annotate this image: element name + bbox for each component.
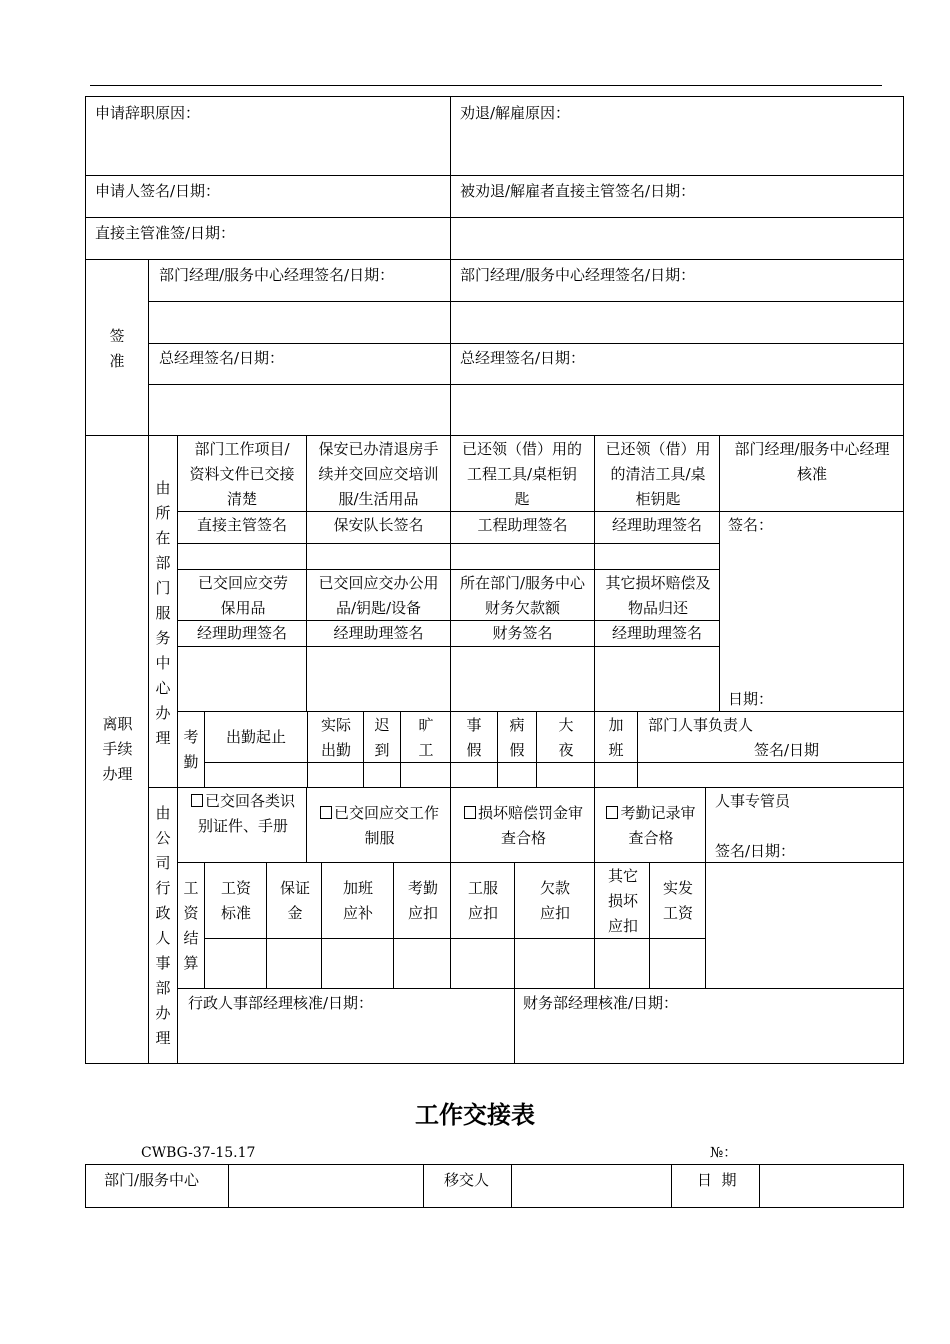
dept-mgr-approve-text: 部门经理/服务中心经理核准 bbox=[734, 440, 890, 483]
salary-value-5[interactable] bbox=[450, 938, 515, 989]
dept-mgr-date-label: 日期： bbox=[728, 690, 774, 708]
attendance-start-end-text: 出勤起止 bbox=[225, 728, 286, 746]
dept-mgr-approve-cell bbox=[719, 435, 904, 512]
check-id-docs-text bbox=[188, 789, 298, 839]
gm-left-cell bbox=[148, 343, 451, 385]
dept-mgr-left-label: 部门经理/服务中心经理签名/日期： bbox=[159, 266, 395, 284]
attendance-blank-9[interactable] bbox=[637, 762, 904, 788]
dept-process-label-cell bbox=[148, 435, 178, 788]
handover-date-label-cell bbox=[671, 1164, 760, 1208]
row1-sign-blank-1[interactable] bbox=[177, 543, 307, 570]
mgr-assistant-sign-text: 经理助理签名 bbox=[611, 516, 702, 534]
salary-value-4[interactable] bbox=[393, 938, 451, 989]
late-text: 迟到 bbox=[374, 716, 390, 759]
damage-compensation-text: 其它损坏赔偿及物品归还 bbox=[605, 574, 711, 617]
security-checkout-text: 保安已办清退房手续并交回应交培训服/生活用品 bbox=[318, 440, 439, 508]
labor-supplies-text: 已交回应交劳保用品 bbox=[198, 574, 289, 617]
other-damage-deduct-text: 其它损坏应扣 bbox=[607, 867, 638, 935]
dept-mgr-left-cell bbox=[148, 259, 451, 302]
gm-right-label: 总经理签名/日期： bbox=[460, 349, 586, 367]
form-code: CWBG-37-15.17 bbox=[141, 1145, 256, 1161]
dept-mgr-sign-area[interactable] bbox=[719, 511, 904, 712]
row2-sign-text-4: 经理助理签名 bbox=[611, 624, 702, 642]
attendance-blank-7[interactable] bbox=[536, 762, 595, 788]
row2-sign-label-3 bbox=[450, 620, 595, 647]
attendance-blank-4[interactable] bbox=[400, 762, 451, 788]
eng-assistant-sign-cell bbox=[450, 511, 595, 544]
handover-date-input[interactable] bbox=[759, 1164, 904, 1208]
dept-work-items-cell bbox=[177, 435, 307, 512]
check-id-docs-cell[interactable] bbox=[177, 787, 307, 863]
hr-mgr-approve-label: 行政人事部经理核准/日期： bbox=[188, 994, 374, 1012]
labor-supplies-cell bbox=[177, 569, 307, 621]
attendance-blank-3[interactable] bbox=[363, 762, 401, 788]
fin-mgr-approve-label: 财务部经理核准/日期： bbox=[523, 994, 679, 1012]
leave-label-cell bbox=[85, 435, 149, 1064]
uniform-deduct-text: 工服应扣 bbox=[467, 879, 498, 922]
deposit-head bbox=[266, 862, 322, 939]
hr-officer-sign-label: 签名/日期： bbox=[715, 842, 796, 860]
row2-sign-blank-4[interactable] bbox=[594, 646, 720, 712]
header-rule bbox=[90, 85, 882, 86]
eng-tools-text: 已还领（借）用的工程工具/桌柜钥匙 bbox=[461, 440, 582, 508]
check-damage-fine-checkbox[interactable] bbox=[464, 806, 476, 819]
applicant-sign-cell[interactable] bbox=[85, 175, 451, 218]
row2-sign-text-1: 经理助理签名 bbox=[196, 624, 287, 642]
dept-work-items-text: 部门工作项目/资料文件已交接清楚 bbox=[189, 440, 295, 508]
gm-right-cell bbox=[450, 343, 904, 385]
salary-value-6[interactable] bbox=[514, 938, 595, 989]
personal-leave-text: 事假 bbox=[466, 716, 482, 759]
check-uniform-checkbox[interactable] bbox=[320, 806, 332, 819]
gm-left-sign[interactable] bbox=[148, 384, 451, 436]
other-damage-deduct-head bbox=[594, 862, 650, 939]
hr-head-cell bbox=[637, 711, 904, 763]
check-uniform-text bbox=[319, 801, 440, 851]
supervisor-approve-blank[interactable] bbox=[450, 217, 904, 260]
row2-sign-blank-1[interactable] bbox=[177, 646, 307, 712]
attendance-deduct-text: 考勤应扣 bbox=[407, 879, 438, 922]
salary-value-1[interactable] bbox=[204, 938, 267, 989]
check-id-docs-label: 已交回各类识别证件、手册 bbox=[197, 792, 295, 835]
finance-debt-cell bbox=[450, 569, 595, 621]
resign-reason-cell[interactable] bbox=[85, 96, 451, 176]
fin-mgr-approve-cell[interactable] bbox=[514, 988, 904, 1064]
form-number-label: №： bbox=[710, 1145, 738, 1161]
applicant-sign-label: 申请人签名/日期： bbox=[95, 182, 221, 200]
attendance-label: 考勤 bbox=[183, 728, 199, 771]
dismissed-supervisor-sign-cell[interactable] bbox=[450, 175, 904, 218]
salary-standard-text: 工资标准 bbox=[220, 879, 251, 922]
approval-label: 签准 bbox=[109, 327, 125, 370]
salary-settlement-label-cell bbox=[177, 862, 205, 989]
row2-sign-blank-3[interactable] bbox=[450, 646, 595, 712]
dismiss-reason-label: 劝退/解雇原因： bbox=[460, 104, 571, 122]
net-pay-text: 实发工资 bbox=[662, 879, 693, 922]
handover-date-label: 日 期 bbox=[697, 1171, 737, 1189]
deposit-text: 保证金 bbox=[279, 879, 310, 922]
hr-officer-label: 人事专管员 bbox=[715, 792, 791, 810]
leave-label: 离职手续办理 bbox=[102, 715, 133, 783]
salary-value-3[interactable] bbox=[321, 938, 394, 989]
overtime-pay-head bbox=[321, 862, 394, 939]
row1-sign-blank-4[interactable] bbox=[594, 543, 720, 570]
salary-value-2[interactable] bbox=[266, 938, 322, 989]
check-damage-fine-label: 损坏赔偿罚金审查合格 bbox=[477, 804, 583, 847]
dept-mgr-left-sign[interactable] bbox=[148, 301, 451, 344]
salary-value-7[interactable] bbox=[594, 938, 650, 989]
finance-debt-text: 所在部门/服务中心财务欠款额 bbox=[459, 574, 586, 617]
attendance-blank-5[interactable] bbox=[450, 762, 498, 788]
office-supplies-cell bbox=[306, 569, 451, 621]
security-chief-sign-text: 保安队长签名 bbox=[333, 516, 424, 534]
clean-tools-text: 已还领（借）用的清洁工具/桌柜钥匙 bbox=[605, 440, 711, 508]
row2-sign-label-4 bbox=[594, 620, 720, 647]
mgr-assistant-sign-cell bbox=[594, 511, 720, 544]
office-supplies-text: 已交回应交办公用品/钥匙/设备 bbox=[318, 574, 439, 617]
supervisor-approve-cell[interactable] bbox=[85, 217, 451, 260]
hr-mgr-approve-cell[interactable] bbox=[177, 988, 515, 1064]
hr-head-sign-label: 签名/日期 bbox=[754, 741, 820, 759]
dept-process-label: 由所在部门服务中心办理 bbox=[155, 479, 171, 747]
check-attendance-label: 考勤记录审查合格 bbox=[620, 804, 696, 847]
debt-deduct-text: 欠款应扣 bbox=[539, 879, 570, 922]
row1-sign-blank-3[interactable] bbox=[450, 543, 595, 570]
company-process-label: 由公司行政人事部办理 bbox=[155, 804, 171, 1047]
supervisor-approve-label: 直接主管准签/日期： bbox=[95, 224, 236, 242]
late-cell bbox=[363, 711, 401, 763]
salary-blank-right[interactable] bbox=[705, 862, 904, 989]
dismissed-supervisor-sign-label: 被劝退/解雇者直接主管签名/日期： bbox=[460, 182, 696, 200]
dismiss-reason-cell[interactable] bbox=[450, 96, 904, 176]
attendance-blank-8[interactable] bbox=[594, 762, 638, 788]
hr-head-label: 部门人事负责人 bbox=[648, 716, 754, 734]
night-shift-cell bbox=[536, 711, 595, 763]
absent-cell bbox=[400, 711, 451, 763]
check-uniform-label: 已交回应交工作制服 bbox=[333, 804, 439, 847]
handover-dept-label: 部门/服务中心 bbox=[104, 1171, 200, 1189]
handover-transferor-label-cell bbox=[423, 1164, 512, 1208]
net-pay-head bbox=[649, 862, 706, 939]
attendance-blank-2[interactable] bbox=[307, 762, 364, 788]
dept-mgr-sign-label: 签名： bbox=[728, 516, 774, 534]
check-attendance-text bbox=[603, 801, 699, 851]
clean-tools-cell bbox=[594, 435, 720, 512]
row2-sign-text-3: 财务签名 bbox=[492, 624, 553, 642]
overtime-pay-text: 加班应补 bbox=[342, 879, 373, 922]
row2-sign-label-2 bbox=[306, 620, 451, 647]
approval-label-cell bbox=[85, 259, 149, 436]
dept-mgr-right-cell bbox=[450, 259, 904, 302]
hr-officer-cell[interactable] bbox=[705, 787, 904, 863]
security-chief-sign-cell bbox=[306, 511, 451, 544]
salary-settlement-label: 工资结算 bbox=[183, 879, 199, 972]
handover-transferor-input[interactable] bbox=[511, 1164, 672, 1208]
handover-transferor-label: 移交人 bbox=[444, 1171, 490, 1189]
check-damage-fine-text bbox=[461, 801, 586, 851]
personal-leave-cell bbox=[450, 711, 498, 763]
debt-deduct-head bbox=[514, 862, 595, 939]
attendance-label-cell bbox=[177, 711, 205, 788]
absent-text: 旷工 bbox=[418, 716, 434, 759]
sick-leave-text: 病假 bbox=[509, 716, 525, 759]
handover-title: 工作交接表 bbox=[415, 1100, 535, 1129]
damage-compensation-cell bbox=[594, 569, 720, 621]
eng-assistant-sign-text: 工程助理签名 bbox=[477, 516, 568, 534]
overtime-cell bbox=[594, 711, 638, 763]
handover-dept-input[interactable] bbox=[228, 1164, 424, 1208]
direct-supervisor-sign-cell bbox=[177, 511, 307, 544]
uniform-deduct-head bbox=[450, 862, 515, 939]
sick-leave-cell bbox=[497, 711, 537, 763]
dept-mgr-right-label: 部门经理/服务中心经理签名/日期： bbox=[460, 266, 696, 284]
row2-sign-label-1 bbox=[177, 620, 307, 647]
actual-attendance-cell bbox=[307, 711, 364, 763]
gm-left-label: 总经理签名/日期： bbox=[159, 349, 285, 367]
night-shift-text: 大夜 bbox=[558, 716, 574, 759]
attendance-deduct-head bbox=[393, 862, 451, 939]
attendance-start-end-cell bbox=[204, 711, 308, 763]
eng-tools-cell bbox=[450, 435, 595, 512]
company-process-label-cell bbox=[148, 787, 178, 1064]
handover-dept-label-cell bbox=[85, 1164, 229, 1208]
attendance-blank-1[interactable] bbox=[204, 762, 308, 788]
dept-mgr-right-sign[interactable] bbox=[450, 301, 904, 344]
salary-standard-head bbox=[204, 862, 267, 939]
check-id-docs-checkbox[interactable] bbox=[191, 794, 203, 807]
check-damage-fine-cell[interactable] bbox=[450, 787, 595, 863]
row2-sign-text-2: 经理助理签名 bbox=[333, 624, 424, 642]
row2-sign-blank-2[interactable] bbox=[306, 646, 451, 712]
salary-value-8[interactable] bbox=[649, 938, 706, 989]
check-uniform-cell[interactable] bbox=[306, 787, 451, 863]
check-attendance-cell[interactable] bbox=[594, 787, 706, 863]
check-attendance-checkbox[interactable] bbox=[606, 806, 618, 819]
attendance-blank-6[interactable] bbox=[497, 762, 537, 788]
overtime-text: 加班 bbox=[608, 716, 624, 759]
resign-reason-label: 申请辞职原因： bbox=[95, 104, 201, 122]
security-checkout-cell bbox=[306, 435, 451, 512]
actual-attendance-text: 实际出勤 bbox=[320, 716, 351, 759]
gm-right-sign[interactable] bbox=[450, 384, 904, 436]
row1-sign-blank-2[interactable] bbox=[306, 543, 451, 570]
direct-supervisor-sign-text: 直接主管签名 bbox=[196, 516, 287, 534]
